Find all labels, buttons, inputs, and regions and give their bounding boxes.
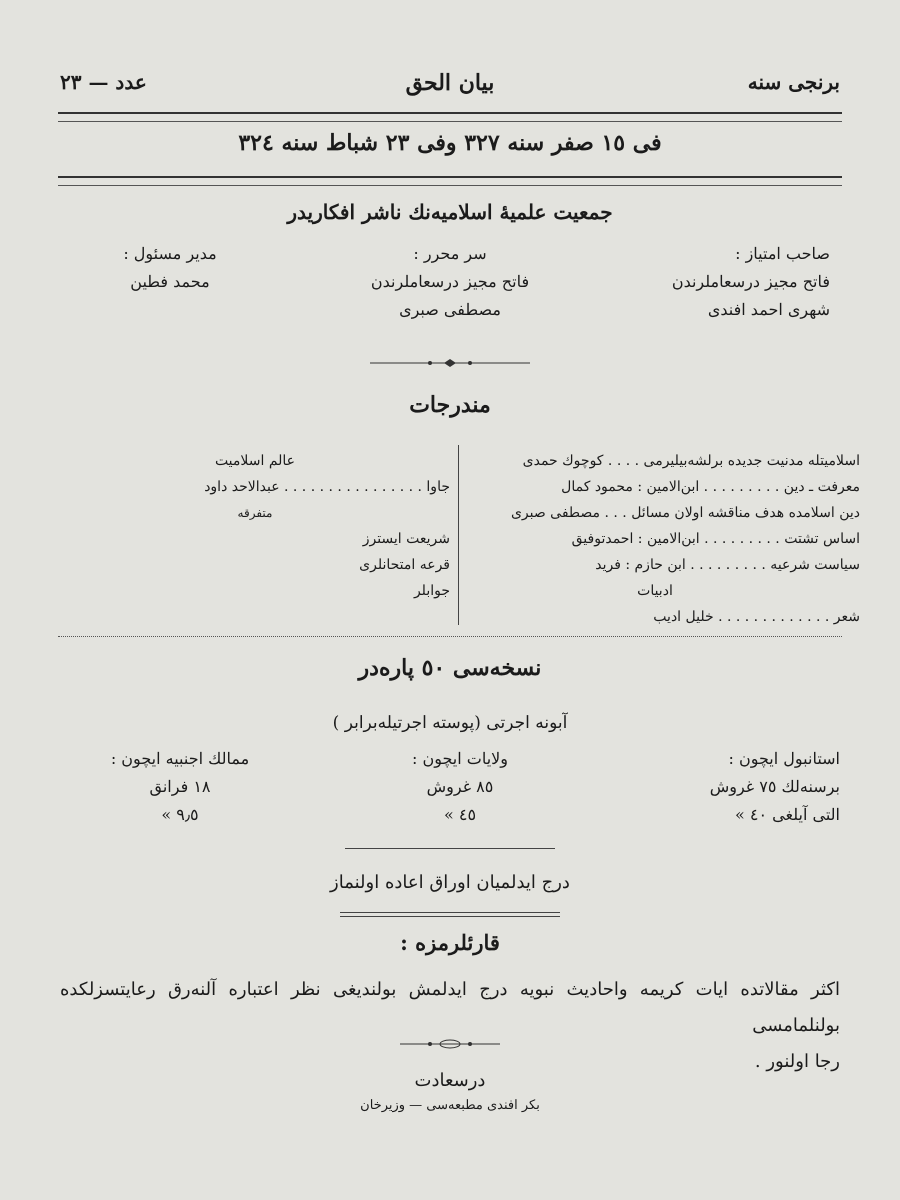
toc-literature-heading: ادبیات bbox=[637, 583, 673, 599]
printer-line: بكر افندی مطبعه‌سی — وزیرخان bbox=[360, 1098, 540, 1113]
foreign-title: ممالك اجنبیه ایچون : bbox=[110, 749, 250, 768]
toc-item: سیاست شرعیه . . . . . . . . . ابن حازم : فرید bbox=[595, 557, 860, 573]
double-divider bbox=[340, 912, 560, 917]
notice-line: درج ایدلمیان اوراق اعاده اولنماز bbox=[330, 872, 570, 893]
provinces-yearly: ٨٥ غروش bbox=[426, 777, 494, 796]
istanbul-yearly: برسنه‌لك ٧٥ غروش bbox=[709, 777, 840, 796]
subtitle: جمعیت علمیهٔ اسلامیه‌نك ناشر افكاریدر bbox=[287, 200, 613, 224]
manager-column bbox=[70, 240, 270, 296]
istanbul-rates bbox=[600, 745, 840, 829]
toc-misc-heading: متفرقه bbox=[237, 506, 273, 520]
price-line: نسخه‌سی ٥٠ پاره‌در bbox=[358, 655, 542, 681]
divider-line bbox=[345, 848, 555, 849]
foreign-half: ٩٫٥ » bbox=[161, 805, 199, 824]
editor-line1: فاتح مجیز درسعاملرندن bbox=[370, 272, 530, 291]
toc-item: اساس تشتت . . . . . . . . . ابن‌الامین : احمدتوفیق bbox=[571, 531, 860, 547]
header-rule-bottom bbox=[58, 176, 842, 186]
provinces-rates bbox=[360, 745, 560, 829]
manager-title: مدیر مسئول : bbox=[123, 244, 217, 263]
istanbul-title: استانبول ایچون : bbox=[728, 749, 840, 768]
provinces-half: ٤٥ » bbox=[443, 805, 477, 824]
toc-item: شریعت ایسترز bbox=[362, 531, 450, 547]
istanbul-half: التی آیلغی ٤٠ » bbox=[735, 805, 840, 824]
toc-left-heading: عالم اسلامیت bbox=[214, 453, 296, 469]
toc-item: قرعه امتحانلری bbox=[359, 557, 450, 573]
readers-heading: قارئلرمزه : bbox=[400, 930, 500, 955]
editor-line2: مصطفی صبری bbox=[399, 300, 501, 319]
readers-paragraph bbox=[60, 972, 840, 1080]
toc-item: شعر . . . . . . . . . . . . . خلیل ادیب bbox=[653, 609, 860, 625]
toc-item: دین اسلامده هدف مناقشه اولان مسائل . . . مصطفی صبری bbox=[510, 505, 860, 521]
issue-number: عدد — ٢٣ bbox=[60, 70, 147, 94]
toc-right-column bbox=[450, 448, 860, 630]
newspaper-title: بيان الحق bbox=[405, 70, 495, 96]
toc-left-column bbox=[60, 448, 450, 604]
owner-line2: شهری احمد افندی bbox=[707, 300, 830, 319]
foreign-yearly: ١٨ فرانق bbox=[149, 777, 211, 796]
header-rule-top bbox=[58, 112, 842, 122]
owner-title: صاحب امتیاز : bbox=[735, 244, 830, 263]
date-line: فی ١٥ صفر سنه ٣٢٧ وفی ٢٣ شباط سنه ٣٢٤ bbox=[238, 130, 662, 156]
manager-line1: محمد فطین bbox=[130, 272, 210, 291]
readers-text-line2: رجا اولنور . bbox=[754, 1051, 840, 1072]
owner-column bbox=[570, 240, 830, 324]
toc-item: جاوا . . . . . . . . . . . . . . . . عبدالاحد داود bbox=[204, 479, 450, 495]
toc-rule bbox=[58, 636, 842, 637]
editor-column bbox=[330, 240, 570, 324]
foreign-rates bbox=[80, 745, 280, 829]
place-line: درسعادت bbox=[414, 1070, 486, 1091]
contents-heading: مندرجات bbox=[409, 392, 491, 418]
masthead bbox=[60, 70, 840, 104]
ornament-divider-1 bbox=[370, 352, 530, 371]
toc-item: اسلامیتله مدنیت جدیده برلشه‌بیلیرمی . . . . كوچوك حمدی bbox=[522, 453, 860, 469]
toc-item: جوابلر bbox=[413, 583, 450, 599]
ornament-divider-2 bbox=[400, 1034, 500, 1053]
toc-item: معرفت ـ دین . . . . . . . . . ابن‌الامین : محمود كمال bbox=[561, 479, 860, 495]
provinces-title: ولایات ایچون : bbox=[411, 749, 509, 768]
year-label: برنجی سنه bbox=[747, 70, 840, 94]
readers-text-line1: اكثر مقالاتده ایات كریمه واحادیث نبویه درج ایدلمش بولندیغی نظر اعتباره آلنه‌رق رعایتسزلكده بولنلمامسی bbox=[60, 979, 840, 1036]
owner-line1: فاتح مجیز درسعاملرندن bbox=[671, 272, 830, 291]
editor-title: سر محرر : bbox=[413, 244, 487, 263]
subscription-heading: آبونه اجرتی (پوسته اجرتیله‌برابر ) bbox=[332, 713, 568, 733]
